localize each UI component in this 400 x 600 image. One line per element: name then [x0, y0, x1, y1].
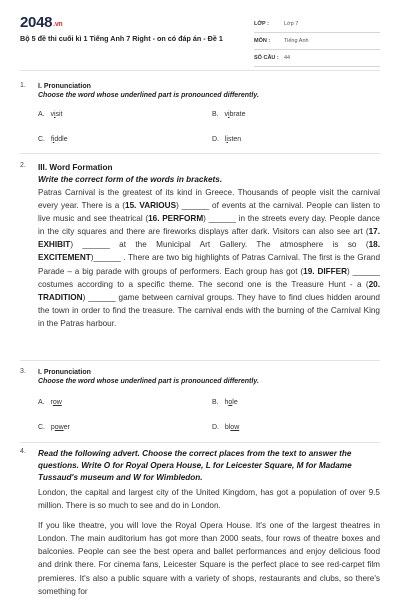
option-text: p	[50, 424, 55, 431]
option-a[interactable]	[38, 399, 62, 406]
option-text: r	[50, 399, 53, 406]
question-3	[20, 368, 380, 449]
question-instruction: Write the correct form of the words in brackets.	[38, 175, 223, 184]
option-d[interactable]	[212, 424, 239, 431]
logo-suffix: .vn	[53, 21, 63, 28]
option-text: bl	[224, 424, 231, 431]
option-underlined: o	[228, 399, 233, 406]
meta-value: 44	[284, 55, 291, 61]
option-b[interactable]	[212, 111, 246, 118]
option-c[interactable]	[38, 136, 68, 143]
logo-text: 2048	[20, 14, 53, 31]
option-text: er	[63, 424, 70, 431]
option-underlined: i	[226, 136, 228, 143]
option-letter: C.	[38, 424, 45, 431]
option-text: f	[50, 136, 53, 143]
passage-paragraph: If you like theatre, you will love the Royal Opera House. It's one of the largest theatres in London. The main auditorium has got more than 2000 seats, four rows of theatre boxes and balconies. People can see the best opera and ballet performances and enjoy delicious food and drink there. For cinema fans, Leicester Square is the perfect place to see red-carpet film premieres. It's also a public square with a variety of shops, restaurants and clubs, so there's something for	[38, 521, 380, 596]
question-number: 2.	[20, 162, 26, 169]
option-text: sit	[55, 111, 63, 118]
meta-value: Lớp 7	[284, 21, 299, 27]
blank-cue: 16. PERFORM	[148, 214, 204, 224]
blank-cue: 20. TRADITION	[38, 279, 380, 302]
option-text: v	[50, 111, 54, 118]
divider	[20, 360, 380, 361]
option-text: v	[224, 111, 228, 118]
option-a[interactable]	[38, 111, 63, 118]
option-letter: B.	[212, 111, 219, 118]
option-text: le	[232, 399, 238, 406]
document-meta	[254, 16, 380, 67]
option-underlined: ow	[54, 424, 64, 431]
question-number: 1.	[20, 82, 26, 89]
passage-text: ) ______ in the streets every day. People dance in the city squares and there are fireworks displays after dark. Visitors can also see art (	[38, 214, 380, 237]
meta-row-count	[254, 50, 380, 67]
section-title: I. Pronunciation	[38, 369, 91, 376]
question-instruction: Read the following advert. Choose the correct places from the text to answer the questions. Write O for Royal Opera House, L for Leicester Square, M for Madame Tussaud's museum and W for Wimbledon.	[38, 449, 352, 482]
passage-text: Patras Carnival is the greatest of its kind in Greece. Thousands of people visit the carnival every year. There is a (	[38, 188, 380, 211]
meta-key: SỐ CÂU :	[254, 55, 279, 61]
divider	[20, 70, 380, 71]
section-title: III. Word Formation	[38, 163, 113, 172]
blank-cue: 18. EXCITEMENT	[38, 240, 380, 263]
blank-cue: 15. VARIOUS	[125, 201, 177, 211]
option-underlined: i	[53, 111, 56, 118]
option-b[interactable]	[212, 399, 238, 406]
question-4	[20, 448, 380, 598]
divider	[20, 153, 380, 154]
blank-cue: 17. EXHIBIT	[38, 227, 380, 250]
divider	[20, 442, 380, 443]
option-letter: C.	[38, 136, 45, 143]
page-header	[0, 0, 400, 66]
meta-row-subject	[254, 33, 380, 50]
option-underlined: ow	[230, 424, 240, 431]
passage-text: ) ______ at the Municipal Art Gallery. The atmosphere is so (	[70, 240, 369, 250]
passage-text: ) ______ costumes according to a specific theme. The second one is the Treasure Hunt - a (	[38, 266, 380, 289]
option-text: ddle	[54, 136, 68, 143]
passage-paragraph: London, the capital and largest city of the United Kingdom, has got a population of over 9.5 million. There is so much to see and do in London.	[38, 488, 380, 511]
question-1	[20, 82, 380, 161]
option-text: sten	[227, 136, 242, 143]
question-2	[20, 162, 380, 330]
option-underlined: ow	[52, 399, 62, 406]
question-instruction: Choose the word whose underlined part is pronounced differently.	[38, 378, 259, 385]
meta-key: MÔN :	[254, 38, 271, 44]
meta-key: LỚP :	[254, 21, 269, 27]
option-text: brate	[229, 111, 246, 118]
option-letter: D.	[212, 136, 219, 143]
option-letter: D.	[212, 424, 219, 431]
passage-text: ) ______ game between carnival groups. They have to find clues hidden around the town in order to find the treasure. The carnival ends with the burning of the Carnival King in the Patras harbour.	[38, 292, 380, 328]
passage	[38, 186, 380, 330]
option-c[interactable]	[38, 424, 70, 431]
question-number: 3.	[20, 368, 26, 375]
option-text: h	[224, 399, 229, 406]
site-logo[interactable]	[20, 14, 62, 31]
document-title: Bộ 5 đề thi cuối kì 1 Tiếng Anh 7 Right - on có đáp án - Đề 1	[20, 34, 223, 43]
option-d[interactable]	[212, 136, 241, 143]
meta-value: Tiếng Anh	[284, 38, 309, 44]
option-letter: B.	[212, 399, 219, 406]
option-letter: A.	[38, 399, 45, 406]
option-underlined: i	[227, 111, 230, 118]
passage-text: ) ______ of events at the carnival. People can listen to live music and see theatrical (	[38, 201, 380, 224]
question-number: 4.	[20, 448, 26, 455]
question-instruction: Choose the word whose underlined part is pronounced differently.	[38, 92, 259, 99]
section-title: I. Pronunciation	[38, 83, 91, 90]
meta-row-class	[254, 16, 380, 33]
blank-cue: 19. DIFFER	[303, 266, 348, 276]
option-text: l	[224, 136, 227, 143]
option-letter: A.	[38, 111, 45, 118]
passage-text: )______ . There are two big highlights of Patras Carnival. The first is the Grand Parade – a big parade with groups of performers. Each group has got (	[38, 253, 380, 276]
option-underlined: i	[52, 136, 55, 143]
